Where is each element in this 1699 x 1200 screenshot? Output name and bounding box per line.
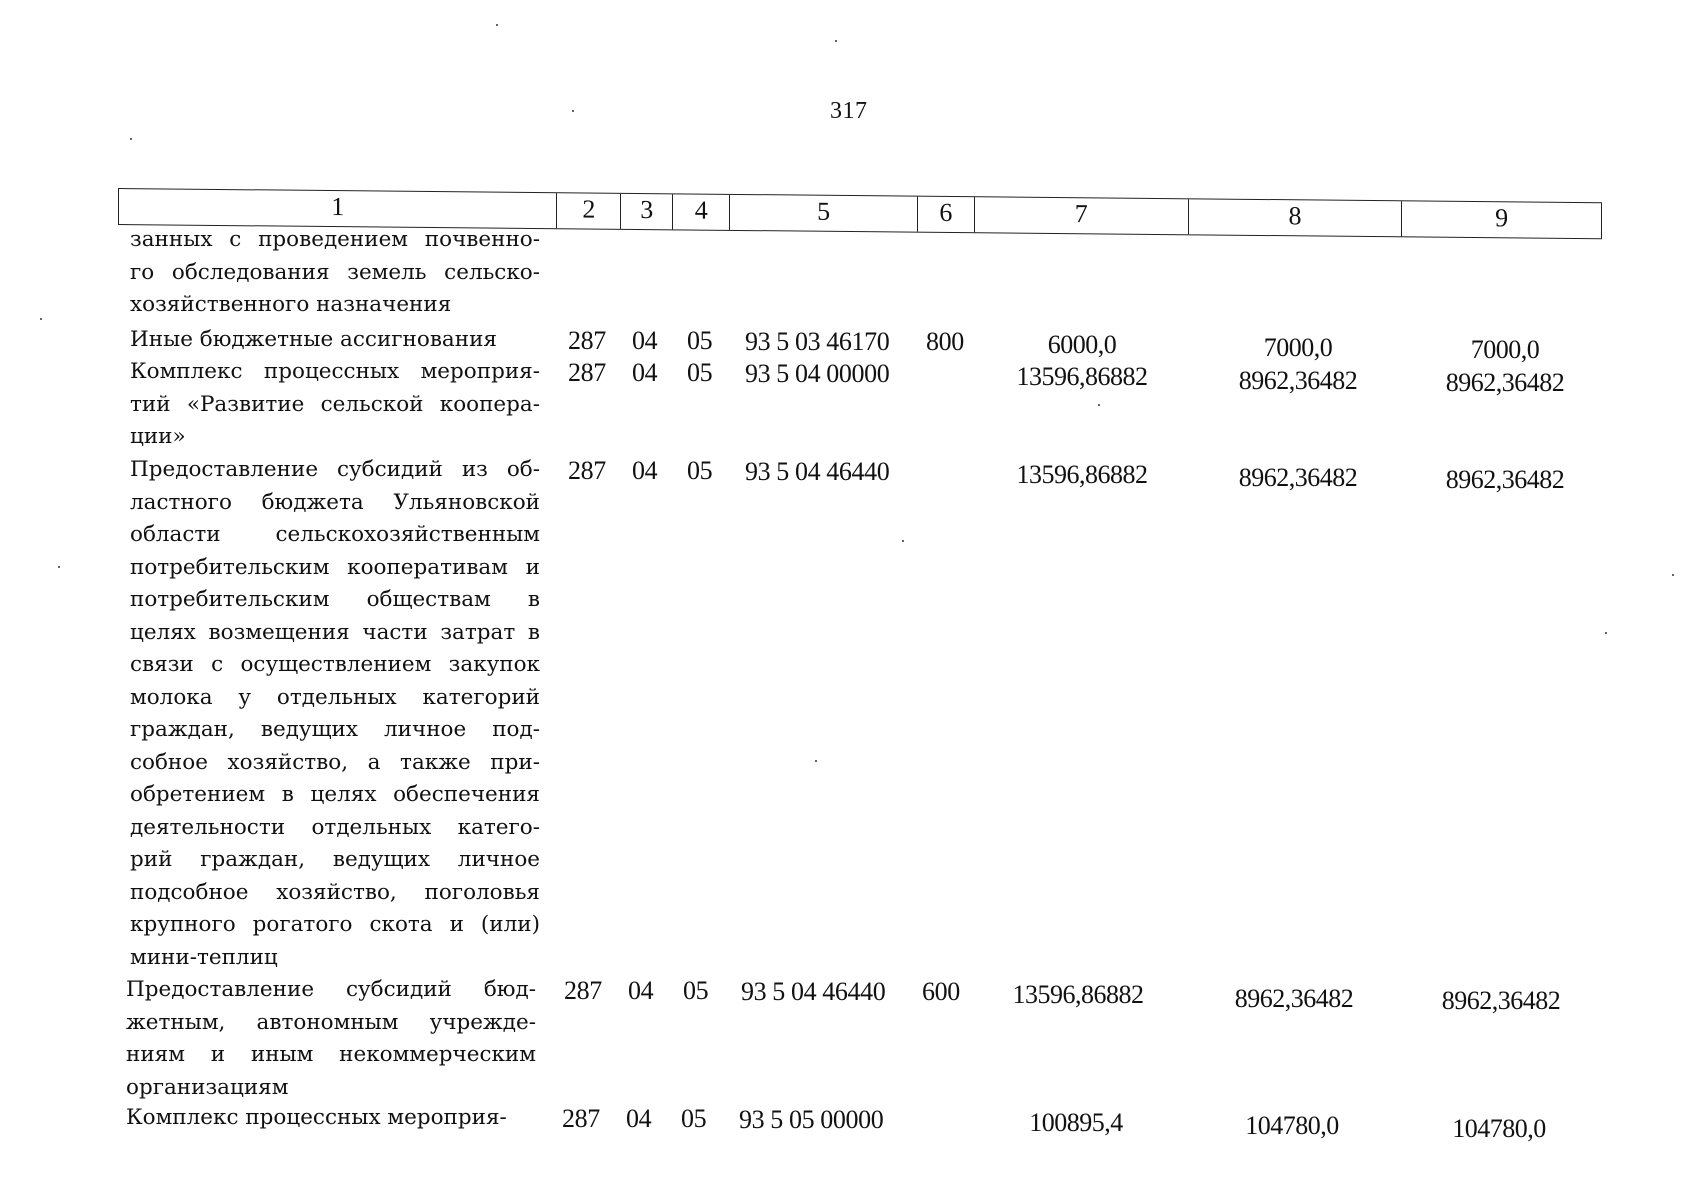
cell-col-6: 600	[922, 977, 960, 1006]
row-description	[130, 356, 540, 454]
description-line: области сельскохозяйственным	[130, 522, 540, 547]
cell-col-9: 7000,0	[1470, 335, 1540, 364]
scan-speck	[572, 110, 574, 112]
scan-speck	[58, 566, 60, 568]
cell-col-8: 8962,36482	[1234, 984, 1354, 1013]
header-col-6: 6	[917, 197, 974, 233]
description-line: Комплекс процессных мероприя-	[126, 1105, 507, 1130]
header-col-8: 8	[1188, 199, 1402, 236]
description-line: тий «Развитие сельской коопера-	[130, 391, 540, 417]
cell-col-8: 7000,0	[1263, 333, 1333, 362]
cell-col-4: 05	[681, 1104, 707, 1133]
cell-col-8: 8962,36482	[1238, 366, 1358, 395]
cell-col-3: 04	[626, 1104, 652, 1133]
scan-speck	[1672, 574, 1674, 576]
cell-col-7: 100895,4	[1029, 1108, 1123, 1137]
description-line: Комплекс процессных мероприя-	[130, 359, 540, 384]
description-line: Предоставление субсидий бюд-	[126, 977, 536, 1002]
header-col-1: 1	[331, 192, 345, 222]
cell-col-7: 13596,86882	[1016, 460, 1148, 489]
description-line: обретением в целях обеспечения	[130, 782, 540, 807]
description-line: жетным, автономным учрежде-	[126, 1009, 536, 1035]
row-description	[126, 1102, 536, 1135]
cell-col-7: 6000,0	[1047, 330, 1117, 359]
cell-col-4: 05	[687, 358, 713, 387]
cell-col-5: 93 5 04 46440	[745, 457, 890, 486]
description-line: ниям и иным некоммерческим	[126, 1042, 536, 1067]
header-col-2: 2	[556, 193, 620, 229]
scan-speck	[835, 40, 837, 42]
scan-speck	[1098, 404, 1100, 406]
page-number: 317	[830, 98, 868, 124]
row-description	[126, 974, 536, 1104]
cell-col-2: 287	[568, 358, 606, 387]
description-line: молока у отдельных категорий	[130, 684, 540, 710]
description-line: крупного рогатого скота и (или)	[130, 912, 540, 937]
description-line: Иные бюджетные ассигнования	[130, 327, 497, 352]
cell-col-3: 04	[632, 358, 658, 387]
cell-col-9: 8962,36482	[1445, 368, 1565, 397]
description-line: ластного бюджета Ульяновской	[130, 489, 540, 515]
description-line: связи с осуществлением закупок	[130, 652, 540, 677]
description-line: го обследования земель сельско-	[130, 259, 540, 285]
cell-col-9: 8962,36482	[1445, 465, 1565, 494]
row-description	[130, 454, 540, 974]
cell-col-4: 05	[687, 456, 713, 485]
cell-col-7: 13596,86882	[1012, 980, 1144, 1009]
cell-col-4: 05	[683, 976, 709, 1005]
description-line: ции»	[130, 424, 186, 449]
scan-speck	[1605, 632, 1607, 634]
cell-col-2: 287	[564, 976, 602, 1005]
cell-col-5: 93 5 04 00000	[745, 359, 890, 388]
cell-col-3: 04	[632, 456, 658, 485]
cell-col-5: 93 5 04 46440	[741, 977, 886, 1006]
description-line: организациям	[126, 1074, 289, 1100]
cell-col-4: 05	[687, 326, 713, 355]
cell-col-3: 04	[632, 326, 658, 355]
description-line: Предоставление субсидий из об-	[130, 457, 540, 482]
description-line: мини-теплиц	[130, 944, 278, 970]
scan-speck	[815, 760, 817, 762]
description-line: граждан, ведущих личное под-	[130, 717, 540, 742]
scan-speck	[496, 24, 498, 26]
description-line: занных с проведением почвенно-	[130, 227, 540, 252]
header-col-5: 5	[729, 195, 917, 232]
cell-col-5: 93 5 03 46170	[745, 327, 890, 356]
description-line: рий граждан, ведущих личное	[130, 847, 540, 872]
description-line: хозяйственного назначения	[130, 292, 452, 317]
description-line: деятельности отдельных катего-	[130, 814, 540, 840]
cell-col-9: 8962,36482	[1441, 986, 1561, 1015]
header-col-4: 4	[672, 194, 729, 230]
cell-col-9: 104780,0	[1452, 1114, 1546, 1143]
row-description	[130, 224, 540, 322]
cell-col-2: 287	[568, 326, 606, 355]
cell-col-2: 287	[568, 456, 606, 485]
cell-col-7: 13596,86882	[1016, 362, 1148, 391]
description-line: собное хозяйство, а также при-	[130, 749, 540, 775]
header-col-9: 9	[1401, 201, 1601, 238]
cell-col-3: 04	[628, 976, 654, 1005]
cell-col-6: 800	[926, 327, 964, 356]
cell-col-8: 8962,36482	[1238, 463, 1358, 492]
cell-col-5: 93 5 05 00000	[739, 1105, 884, 1134]
description-line: подсобное хозяйство, поголовья	[130, 879, 540, 905]
header-col-3: 3	[620, 194, 672, 229]
row-description	[130, 324, 540, 357]
scan-speck	[902, 540, 904, 542]
cell-col-2: 287	[562, 1104, 600, 1133]
header-col-7: 7	[974, 197, 1188, 234]
scan-speck	[40, 318, 42, 320]
description-line: потребительским кооперативам и	[130, 554, 540, 580]
cell-col-8: 104780,0	[1245, 1111, 1339, 1140]
description-line: потребительским обществам в	[130, 587, 540, 612]
scan-speck	[130, 138, 132, 140]
description-line: целях возмещения части затрат в	[130, 619, 540, 645]
